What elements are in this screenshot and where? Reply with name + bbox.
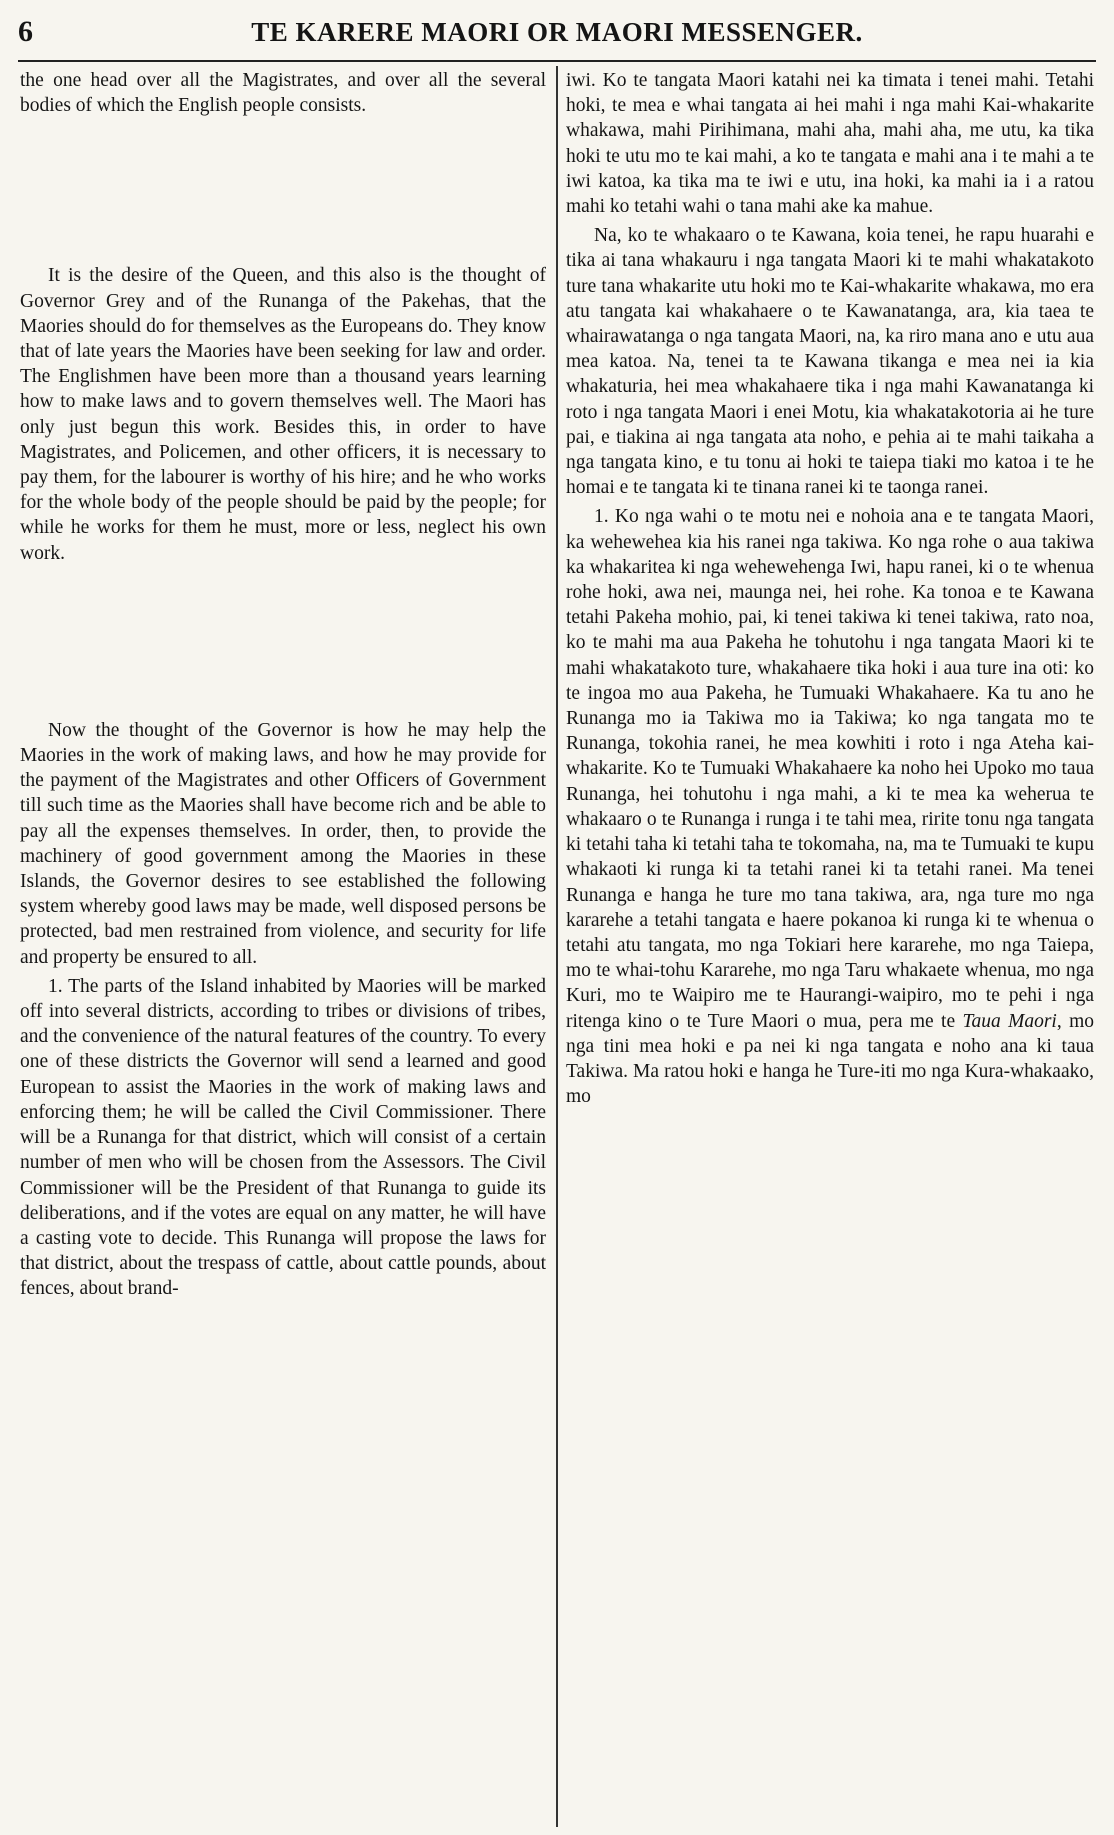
column-divider (556, 66, 558, 1827)
left-paragraph-3: Now the thought of the Governor is how he may help the Maories in the work of making laws, and how he may provide for the payment of the Magistrates and other Officers of Government till such time as the Maories shall have become rich and be able to pay all the expenses themselves. In order, then, to provide the machinery of good government among the Maories in these Islands, the Governor desires to see established the following system whereby good laws may be made, well disposed persons be protected, bad men restrained from violence, and security for life and property be ensured to all. (20, 719, 546, 968)
right-paragraph-3-text-b: , mo nga tini mea hoki e pa nei ki nga tangata e noho ana ki taua Takiwa. Ma ratou hoki e hanga he Ture-iti mo nga Kura-whakaako, mo (566, 1010, 1094, 1108)
left-column (20, 68, 546, 1829)
italic-term: Taua Maori (962, 1010, 1057, 1032)
blank-space (20, 566, 546, 718)
page-number: 6 (18, 15, 33, 48)
running-head: TE KARERE MAORI OR MAORI MESSENGER. (251, 16, 863, 47)
page-header (18, 6, 1096, 58)
left-paragraph-1: the one head over all the Magistrates, and over all the several bodies of which the English people consists. (20, 70, 546, 117)
blank-space (20, 118, 546, 263)
right-paragraph-2: Na, ko te whakaaro o te Kawana, koia tenei, he rapu huarahi e tika ai tana whakauru i nga tangata Maori ki te mahi whakatakoto ture tana whakarite utu hoki mo te Kai-whakarite whakawa, mo era atu tangata kai whakahaere o te Kawanatanga, ara, kia taea te whairawatanga o nga tangata Maori, na, ka riro mana ano e utu aua mea katoa. Na, tenei ta te Kawana tikanga e mea nei ia kia whakaturia, hei mea whakahaere tika i nga mahi Kawanatanga ki roto i nga tangata Maori i enei Motu, kia whakatakotoria ai he ture pai, e tiakina ai nga tangata ata noho, e pehia ai te mahi taikaha a nga tangata kino, e tu tonu ai hoki te taiepa tiaki mo katoa i te he homai e te tangata ki te tinana ranei ki te taonga ranei. (566, 225, 1094, 499)
right-paragraph-3-text-a: 1. Ko nga wahi o te motu nei e nohoia ana e te tangata Maori, ka wehewehea kia his ranei nga takiwa. Ko nga rohe o aua takiwa ka whakaritea ki nga wehewehenga Iwi, hapu ranei, ki o te whenua rohe hoki, awa nei, maunga nei, hei rohe. Ka tonoa e te Kawana tetahi Pakeha mohio, pai, ki tenei takiwa ki tenei takiwa, rato noa, ko te mahi ma aua Pakeha he tohutohu i nga tangata Maori ki te mahi whakatakoto ture, whakahaere tika hoki i aua ture ina oti: ko te ingoa mo aua Pakeha, he Tumuaki Whakahaere. Ka tu ano he Runanga mo ia Takiwa mo ia Takiwa; ko nga tangata mo te Runanga, tokohia ranei, he mea kowhiti i roto i nga Ateha kai-whakarite. Ko te Tumuaki Whakahaere ka noho hei Upoko mo taua Runanga, hei tohutohu i nga mahi, a ki te mea ka weherua te whakaaro o te Runanga i runga i te tahi mea, ririte tonu nga tangata ki tetahi taha ki tetahi taha te tokomaha, na, ma te Tumuaki te kupu whakaoti ki runga ki ta tetahi ranei ki ta tetahi ranei. Ma tenei Runanga e hanga he ture mo tana takiwa, ara, nga ture mo nga kararehe a tetahi tangata e haere pokanoa ki runga ki te whenua o tetahi atu tangata, mo nga Tokiari here kararehe, mo nga Taiepa, mo te whai-tohu Kararehe, mo nga Taru whakaete whenua, mo nga Kuri, mo te Waipiro me te Haurangi-waipiro, mo te pehi i nga ritenga kino o te Ture Maori o mua, pera me te (566, 506, 1094, 1032)
header-rule (18, 60, 1096, 62)
left-paragraph-4: 1. The parts of the Island inhabited by Maories will be marked off into several districts, according to tribes or divisions of tribes, and the convenience of the natural features of the country. To every one of these districts the Governor will send a learned and good European to assist the Maories in the work of making laws and enforcing them; he will be called the Civil Commissioner. There will be a Runanga for that district, which will consist of a certain number of men who will be chosen from the Assessors. The Civil Commissioner will be the President of that Runanga to guide its deliberations, and if the votes are equal on any matter, he will have a casting vote to decide. This Runanga will propose the laws for that district, about the trespass of cattle, about cattle pounds, about fences, about brand- (20, 975, 546, 1300)
left-paragraph-2: It is the desire of the Queen, and this also is the thought of Governor Grey and of the Runanga of the Pakehas, that the Maories should do for themselves as the Europeans do. They know that of late years the Maories have been seeking for law and order. The Englishmen have been more than a thousand years learning how to make laws and to govern themselves well. The Maori has only just begun this work. Besides this, in order to have Magistrates, and Policemen, and other officers, it is necessary to pay them, for the labourer is worthy of his hire; and he who works for the whole body of the people should be paid by the people; for while he works for them he must, more or less, neglect his own work. (20, 265, 546, 564)
right-paragraph-1: iwi. Ko te tangata Maori katahi nei ka timata i tenei mahi. Tetahi hoki, te mea e whai tangata ai hei mahi i nga mahi Kai-whakarite whakawa, mahi Pirihimana, mahi aha, mahi aha, me utu, ka tika hoki te utu mo te kai mahi, a ko te tangata e mahi ana i te mahi a te iwi katoa, ka tika ma te iwi e utu, ina hoki, ka mahi ia i a ratou mahi ko tetahi wahi o tana mahi ake ka mahue. (566, 70, 1094, 218)
right-paragraph-3 (566, 504, 1094, 1109)
right-column (566, 68, 1094, 1829)
